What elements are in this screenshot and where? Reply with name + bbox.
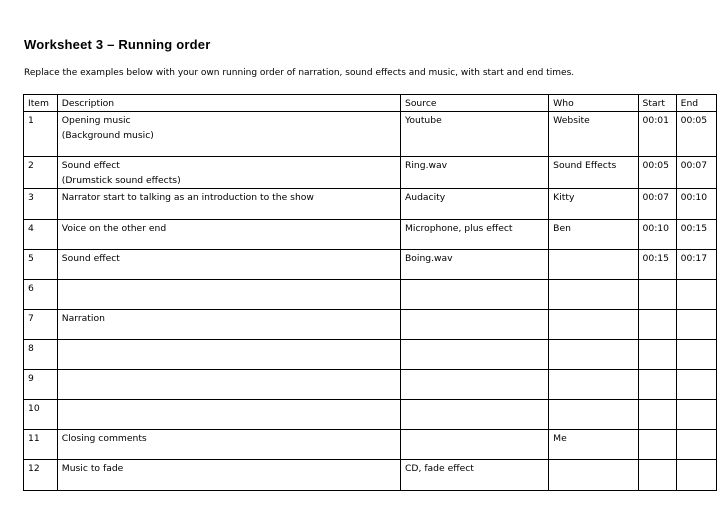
cell-source [400, 310, 548, 340]
cell-who [549, 250, 638, 280]
cell-item: 10 [24, 400, 58, 430]
cell-end: 00:05 [676, 112, 716, 157]
cell-item: 3 [24, 189, 58, 220]
cell-start [638, 280, 676, 310]
cell-start: 00:05 [638, 157, 676, 189]
cell-end [676, 310, 716, 340]
header-who: Who [549, 95, 638, 112]
cell-description [57, 430, 400, 460]
cell-description [57, 310, 400, 340]
description-subline: (Drumstick sound effects) [61, 175, 181, 186]
cell-who: Sound Effects [549, 157, 638, 189]
cell-source: Microphone, plus effect [400, 220, 548, 250]
cell-source: Boing.wav [400, 250, 548, 280]
cell-description [57, 280, 400, 310]
cell-item: 5 [24, 250, 58, 280]
cell-description [57, 157, 400, 189]
description-line: Narration [61, 313, 105, 324]
description-line: Opening music [61, 115, 131, 126]
cell-who: Ben [549, 220, 638, 250]
cell-description [57, 112, 400, 157]
cell-end [676, 430, 716, 460]
cell-description [57, 460, 400, 491]
cell-who: Website [549, 112, 638, 157]
description-line: Closing comments [61, 433, 147, 444]
description-line: Narrator start to talking as an introduction to the show [61, 192, 314, 203]
cell-source: Youtube [400, 112, 548, 157]
cell-description [57, 220, 400, 250]
header-description: Description [57, 95, 400, 112]
cell-end: 00:15 [676, 220, 716, 250]
cell-end [676, 340, 716, 370]
cell-who [549, 460, 638, 491]
description-subline: (Background music) [61, 130, 154, 141]
cell-description [57, 370, 400, 400]
cell-item: 7 [24, 310, 58, 340]
header-source: Source [400, 95, 548, 112]
cell-start: 00:10 [638, 220, 676, 250]
table-row [24, 189, 717, 220]
cell-end [676, 460, 716, 491]
header-item: Item [24, 95, 58, 112]
cell-who: Kitty [549, 189, 638, 220]
cell-who [549, 310, 638, 340]
cell-who [549, 400, 638, 430]
cell-who: Me [549, 430, 638, 460]
table-row [24, 430, 717, 460]
cell-end [676, 370, 716, 400]
cell-who [549, 340, 638, 370]
description-line: Music to fade [61, 463, 124, 474]
table-row [24, 310, 717, 340]
table-row [24, 112, 717, 157]
cell-start: 00:07 [638, 189, 676, 220]
cell-end: 00:07 [676, 157, 716, 189]
cell-start [638, 460, 676, 491]
instructions-text: Replace the examples below with your own running order of narration, sound effects and music, with start and end times. [24, 68, 575, 78]
cell-description [57, 250, 400, 280]
cell-end: 00:10 [676, 189, 716, 220]
table-row [24, 220, 717, 250]
table-row [24, 400, 717, 430]
worksheet-title: Worksheet 3 – Running order [24, 37, 211, 52]
cell-item: 2 [24, 157, 58, 189]
cell-item: 9 [24, 370, 58, 400]
cell-end [676, 400, 716, 430]
cell-source [400, 430, 548, 460]
cell-who [549, 280, 638, 310]
cell-start: 00:01 [638, 112, 676, 157]
cell-start [638, 340, 676, 370]
cell-end: 00:17 [676, 250, 716, 280]
cell-source [400, 280, 548, 310]
cell-item: 11 [24, 430, 58, 460]
cell-start [638, 400, 676, 430]
cell-source: Audacity [400, 189, 548, 220]
cell-end [676, 280, 716, 310]
table-row [24, 370, 717, 400]
table-header-row [24, 95, 717, 112]
description-line: Sound effect [61, 253, 120, 264]
cell-description [57, 340, 400, 370]
running-order-table [23, 94, 717, 491]
cell-description [57, 189, 400, 220]
cell-item: 1 [24, 112, 58, 157]
table-row [24, 280, 717, 310]
cell-start [638, 370, 676, 400]
header-start: Start [638, 95, 676, 112]
cell-start [638, 430, 676, 460]
cell-source [400, 340, 548, 370]
table-row [24, 340, 717, 370]
description-line: Sound effect [61, 160, 120, 171]
header-end: End [676, 95, 716, 112]
table-row [24, 250, 717, 280]
cell-source: CD, fade effect [400, 460, 548, 491]
table-row [24, 157, 717, 189]
cell-source [400, 370, 548, 400]
cell-item: 12 [24, 460, 58, 491]
cell-start [638, 310, 676, 340]
table-row [24, 460, 717, 491]
cell-source [400, 400, 548, 430]
cell-start: 00:15 [638, 250, 676, 280]
description-line: Voice on the other end [61, 223, 167, 234]
cell-item: 8 [24, 340, 58, 370]
cell-description [57, 400, 400, 430]
cell-source: Ring.wav [400, 157, 548, 189]
cell-item: 6 [24, 280, 58, 310]
cell-who [549, 370, 638, 400]
cell-item: 4 [24, 220, 58, 250]
